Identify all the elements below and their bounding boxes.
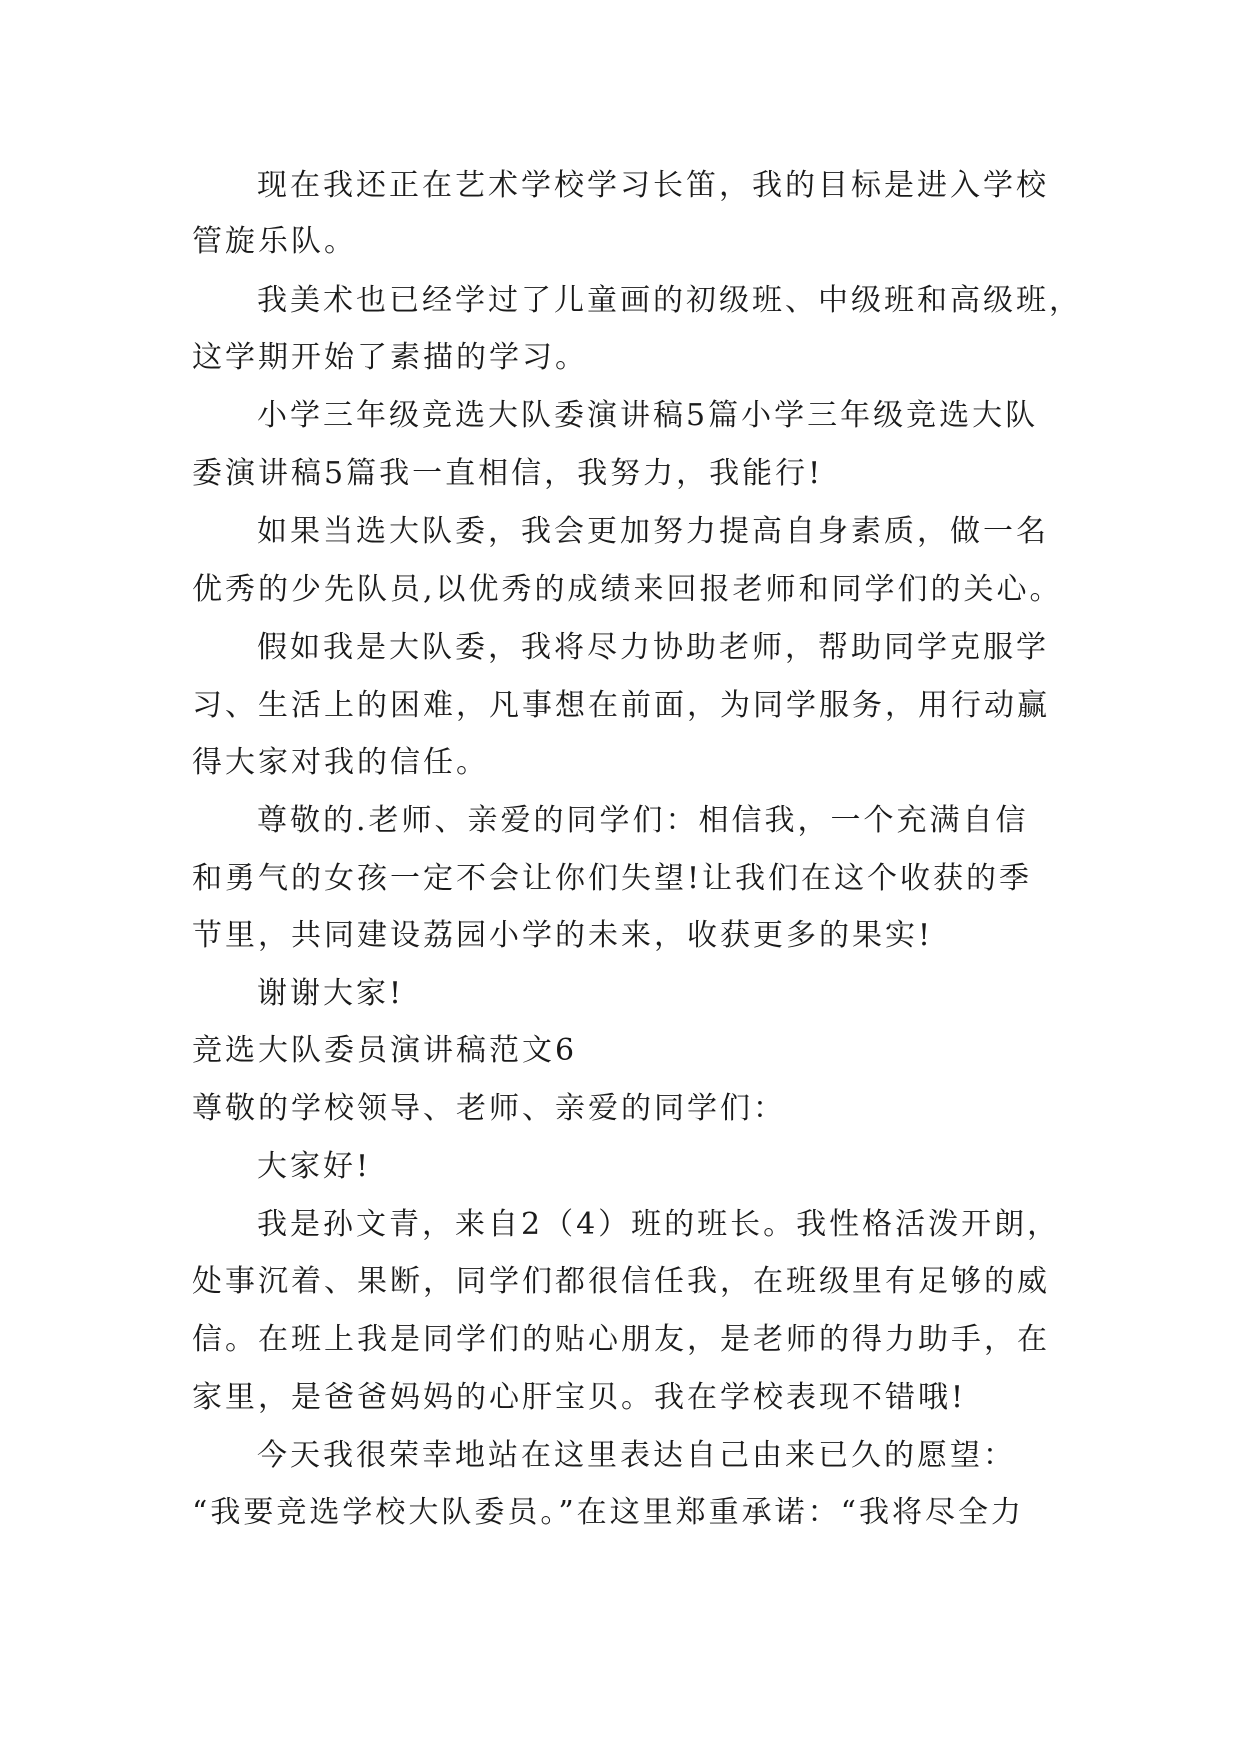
text-line: 处事沉着、果断，同学们都很信任我，在班级里有足够的威 [192,1264,1050,1299]
text-line: 小学三年级竞选大队委演讲稿5篇小学三年级竞选大队 [257,398,1039,433]
text-line: 我美术也已经学过了儿童画的初级班、中级班和高级班， [257,283,1082,318]
salutation: 尊敬的学校领导、老师、亲爱的同学们： [192,1091,786,1126]
text-line: 习、生活上的困难，凡事想在前面，为同学服务，用行动赢 [192,688,1050,723]
text-line: 尊敬的.老师、亲爱的同学们：相信我，一个充满自信 [257,803,1029,838]
text-line: 委演讲稿5篇我一直相信，我努力，我能行! [192,456,824,491]
greeting: 大家好! [257,1149,372,1184]
text-line: 和勇气的女孩一定不会让你们失望!让我们在这个收获的季 [192,861,1033,896]
text-line: 如果当选大队委，我会更加努力提高自身素质，做一名 [257,514,1049,549]
text-line: 得大家对我的信任。 [192,745,489,780]
text-line: 信。在班上我是同学们的贴心朋友，是老师的得力助手，在 [192,1322,1050,1357]
text-line: “我要竞选学校大队委员。”在这里郑重承诺：“我将尽全力 [192,1495,1025,1530]
text-line: 今天我很荣幸地站在这里表达自己由来已久的愿望： [257,1438,1016,1473]
text-line: 谢谢大家! [257,976,405,1011]
section-heading: 竞选大队委员演讲稿范文6 [192,1033,578,1068]
text-line: 管旋乐队。 [192,224,357,259]
text-line: 我是孙文青，来自2（4）班的班长。我性格活泼开朗， [257,1207,1061,1242]
text-line: 节里，共同建设荔园小学的未来，收获更多的果实! [192,918,934,953]
text-line: 优秀的少先队员,以优秀的成绩来回报老师和同学们的关心。 [192,572,1063,607]
text-line: 这学期开始了素描的学习。 [192,340,588,375]
text-line: 家里，是爸爸妈妈的心肝宝贝。我在学校表现不错哦! [192,1380,967,1415]
text-line: 假如我是大队委，我将尽力协助老师，帮助同学克服学 [257,630,1049,665]
text-line: 现在我还正在艺术学校学习长笛，我的目标是进入学校 [257,168,1049,203]
